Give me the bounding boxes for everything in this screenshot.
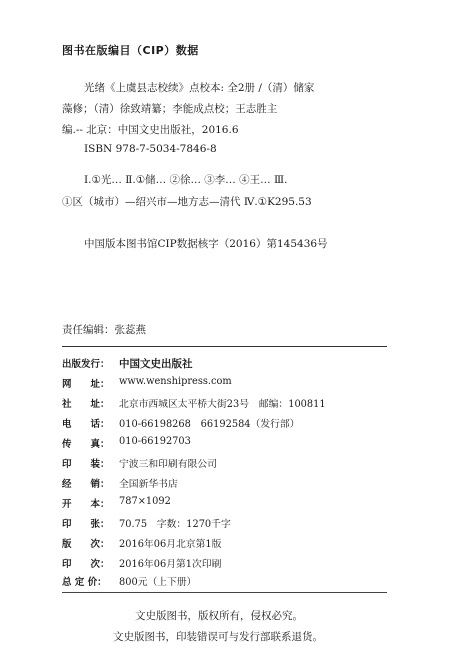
pub-value-4: 010-66192703 [119,436,191,447]
cip-line-3: 编.-- 北京：中国文史出版社，2016.6 [62,124,239,136]
copyright-notice: 文史版图书，版权所有，侵权必究。 [135,610,303,622]
pub-label-3: 电 话： [62,419,110,430]
cip-class-line-2: ①区（城市）—绍兴市—地方志—清代 Ⅳ.①K295.53 [62,196,312,208]
pub-value-5: 宁波三和印刷有限公司 [119,459,217,470]
pub-value-9: 2016年06月北京第1版 [119,539,222,550]
pub-value-0: 中国文史出版社 [119,358,193,370]
return-notice: 文史版图书，印装错误可与发行部联系退货。 [113,631,323,643]
pub-label-5: 印 装： [62,459,110,470]
pub-value-1: www.wenshipress.com [119,376,232,387]
cip-header: 图书在版编目（CIP）数据 [62,44,199,57]
cip-record-number: 中国版本图书馆CIP数据核字（2016）第145436号 [84,238,328,250]
pub-label-8: 印 张： [62,519,110,530]
pub-label-7: 开 本： [62,499,110,510]
pub-value-2: 北京市西城区太平桥大街23号 邮编：100811 [119,399,326,410]
pub-value-8: 70.75 字数：1270千字 [119,519,231,530]
divider-bottom [62,592,387,593]
responsible-editor [62,322,146,337]
pub-label-10: 印 次： [62,559,110,570]
editor-label: 责任编辑： [62,324,115,336]
cip-line-2: 藻修；（清）徐致靖纂；李能成点校；王志胜主 [62,103,278,115]
pub-value-10: 2016年06月第1次印刷 [119,559,222,570]
pub-label-11: 总 定 价： [62,577,107,588]
pub-value-11: 800元（上下册） [119,577,197,588]
pub-label-1: 网 址： [62,379,110,390]
pub-label-9: 版 次： [62,539,110,550]
pub-value-6: 全国新华书店 [119,479,178,490]
pub-label-6: 经 销： [62,479,110,490]
pub-value-7: 787×1092 [119,496,171,507]
cip-isbn: ISBN 978-7-5034-7846-8 [84,143,217,155]
pub-label-4: 传 真： [62,439,110,450]
cip-class-line-1: Ⅰ.①光… Ⅱ.①储… ②徐… ③李… ④王… Ⅲ. [84,174,288,186]
pub-label-2: 社 址： [62,399,110,410]
divider-top [62,346,387,347]
editor-name: 张蕊燕 [114,324,146,336]
cip-line-1: 光绪《上虞县志校续》点校本: 全2册 /（清）储家 [84,82,315,94]
pub-value-3: 010-66198268 66192584（发行部） [119,419,300,430]
pub-label-0: 出版发行： [62,359,110,370]
